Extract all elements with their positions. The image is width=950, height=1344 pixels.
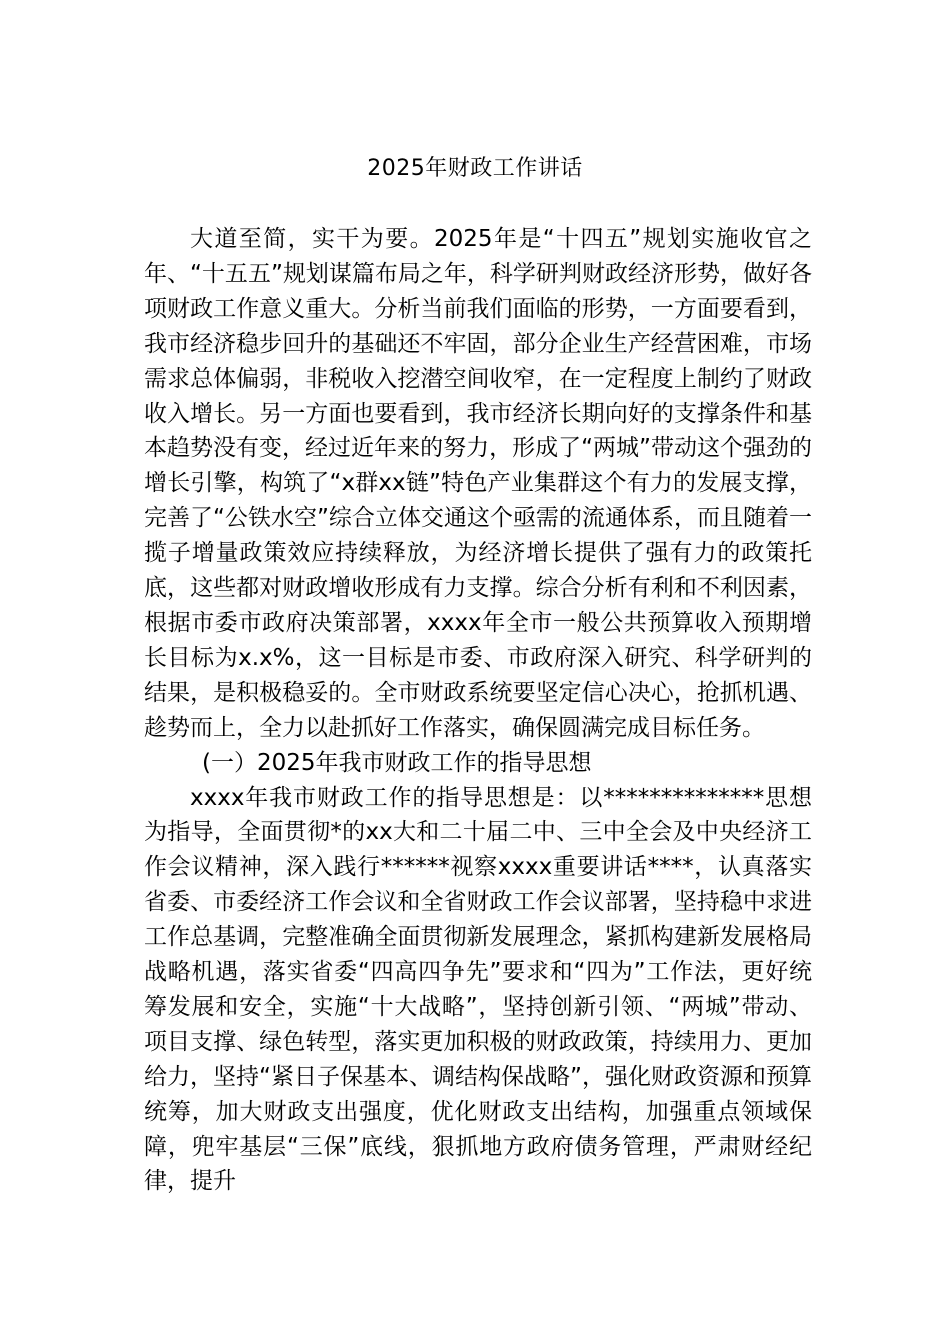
intro-paragraph: 大道至简，实干为要。2025年是“十四五”规划实施收官之年、“十五五”规划谋篇布局之年，科学研判财政经济形势，做好各项财政工作意义重大。分析当前我们面临的形势，一方面要看到，我市经济稳步回升的基础还不牢固，部分企业生产经营困难，市场需求总体偏弱，非税收入挖潜空间收窄，在一定程度上制约了财政收入增长。另一方面也要看到，我市经济长期向好的支撑条件和基本趋势没有变，经过近年来的努力，形成了“两城”带动这个强劲的增长引擎，构筑了“x群xx链”特色产业集群这个有力的发展支撑，完善了“公铁水空”综合立体交通这个亟需的流通体系，而且随着一揽子增量政策效应持续释放，为经济增长提供了强有力的政策托底，这些都对财政增收形成有力支撑。综合分析有利和不利因素，根据市委市政府决策部署，xxxx年全市一般公共预算收入预期增长目标为x.x%，这一目标是市委、市政府深入研究、科学研判的结果，是积极稳妥的。全市财政系统要坚定信心决心，抢抓机遇、趁势而上，全力以赴抓好工作落实，确保圆满完成目标任务。 bbox=[144, 226, 812, 741]
document-body bbox=[144, 222, 812, 1199]
document-title: 2025年财政工作讲话 bbox=[367, 156, 583, 181]
guiding-ideology-paragraph: xxxx年我市财政工作的指导思想是：以**************思想为指导，全面贯彻*的xx大和二十届二中、三中全会及中央经济工作会议精神，深入践行******视察xxxx重要讲话****，认真落实省委、市委经济工作会议和全省财政工作会议部署，坚持稳中求进工作总基调，完整准确全面贯彻新发展理念，紧抓构建新发展格局战略机遇，落实省委“四高四争先”要求和“四为”工作法，更好统筹发展和安全，实施“十大战略”，坚持创新引领、“两城”带动、项目支撑、绿色转型，落实更加积极的财政政策，持续用力、更加给力，坚持“紧日子保基本、调结构保战略”，强化财政资源和预算统筹，加大财政支出强度，优化财政支出结构，加强重点领域保障，兜牢基层“三保”底线，狠抓地方政府债务管理，严肃财经纪律，提升 bbox=[144, 784, 812, 1195]
section-heading: (一）2025年我市财政工作的指导思想 bbox=[202, 749, 592, 776]
